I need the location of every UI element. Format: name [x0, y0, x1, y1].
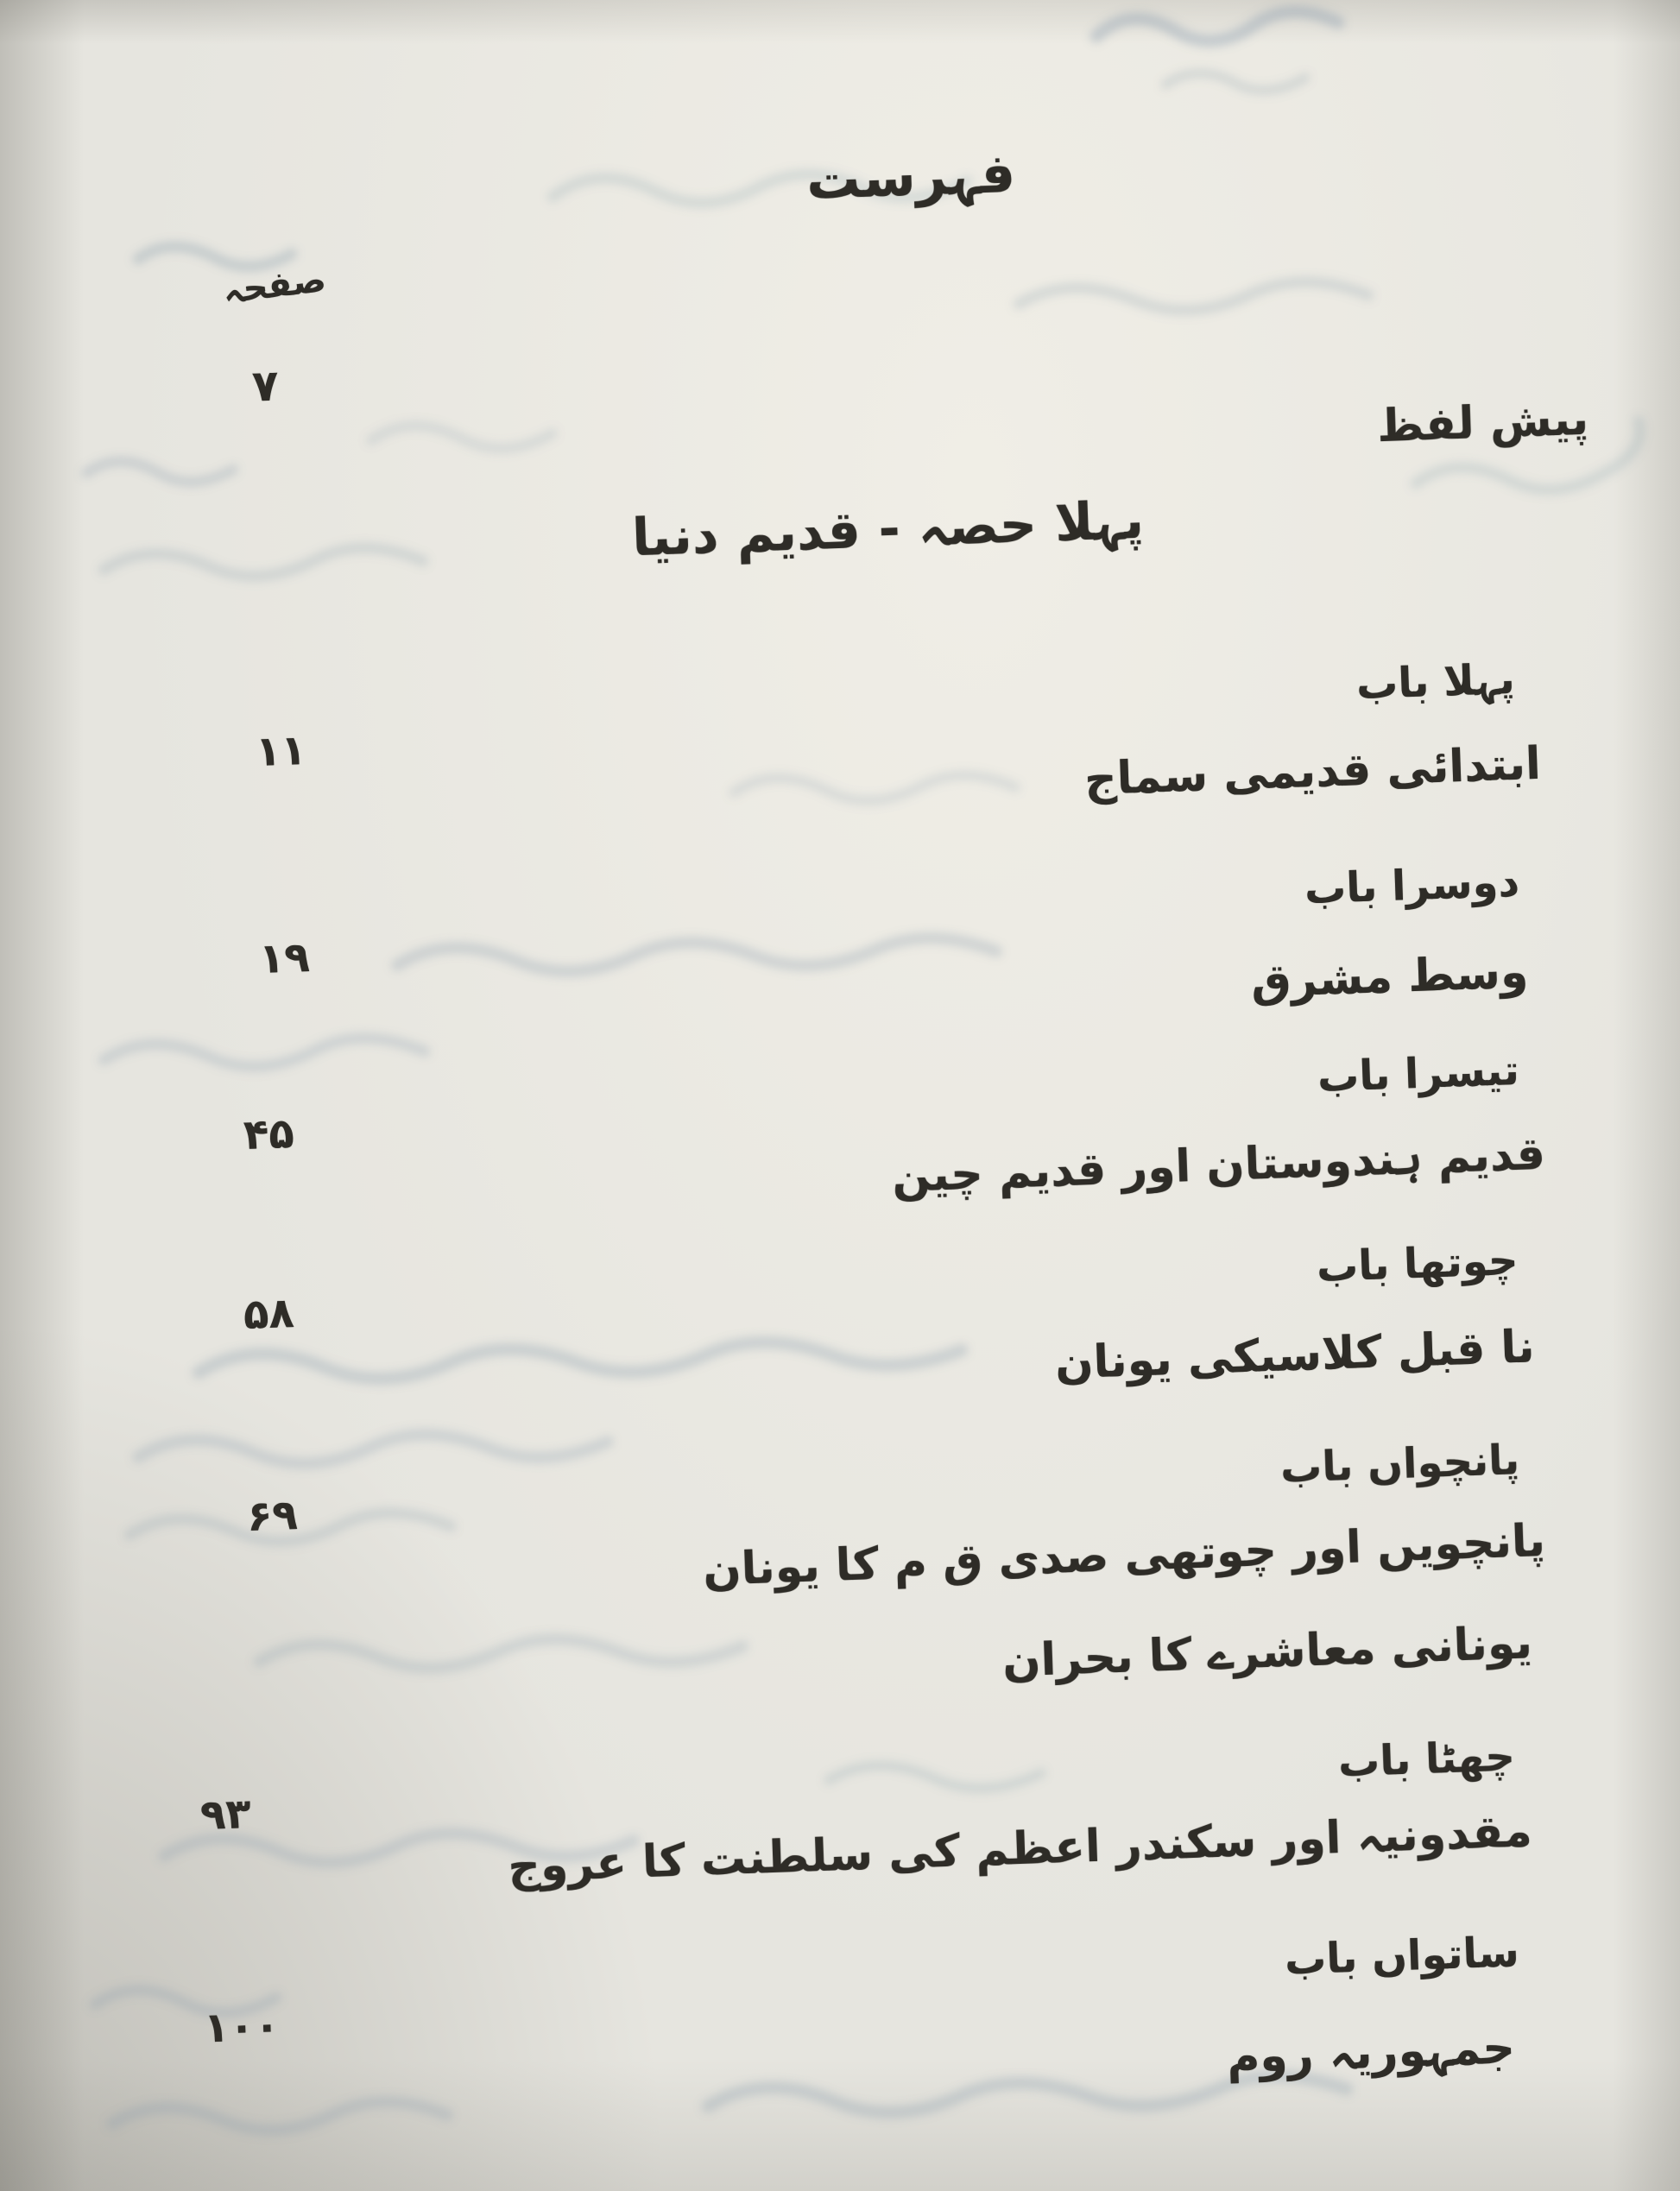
- chapter-heading: دوسرا باب: [1304, 857, 1520, 914]
- chapter-subtitle: یونانی معاشرے کا بحران: [1001, 1617, 1533, 1688]
- page-number: ۵۸: [243, 1288, 295, 1340]
- chapter-title: مقدونیہ اور سکندر اعظم کی سلطنت کا عروج: [507, 1805, 1533, 1893]
- page-number: ۹۳: [199, 1789, 252, 1841]
- toc-title: فہرست: [805, 141, 1017, 212]
- chapter-title: جمہوریہ روم: [1226, 2022, 1516, 2084]
- page-number: ۶۹: [246, 1490, 299, 1542]
- chapter-title: ابتدائی قدیمی سماج: [1083, 737, 1542, 806]
- chapter-heading: چھٹا باب: [1337, 1732, 1516, 1787]
- chapter-title: پانچویں اور چوتھی صدی ق م کا یونان: [702, 1514, 1546, 1597]
- chapter-title: نا قبل کلاسیکی یونان: [1054, 1321, 1536, 1390]
- toc-entry-preface: پیش لفظ: [1376, 393, 1589, 453]
- chapter-heading: تیسرا باب: [1317, 1045, 1520, 1102]
- page-number: ۱۹: [258, 932, 311, 984]
- chapter-heading: پانچواں باب: [1279, 1436, 1520, 1493]
- page-number: ۱۱: [255, 725, 307, 777]
- page-number-preface: ۷: [250, 360, 280, 412]
- section-heading: پہلا حصہ - قدیم دنیا: [630, 489, 1146, 569]
- chapter-heading: ساتواں باب: [1284, 1928, 1520, 1985]
- page-column-header: صفحہ: [220, 259, 329, 313]
- chapter-title: قدیم ہندوستان اور قدیم چین: [891, 1127, 1546, 1203]
- page-number: ۱۰۰: [203, 2001, 281, 2053]
- page-number: ۴۵: [243, 1108, 295, 1160]
- chapter-heading: چوتھا باب: [1315, 1235, 1519, 1292]
- chapter-heading: پہلا باب: [1355, 654, 1516, 710]
- chapter-title: وسط مشرق: [1249, 946, 1529, 1008]
